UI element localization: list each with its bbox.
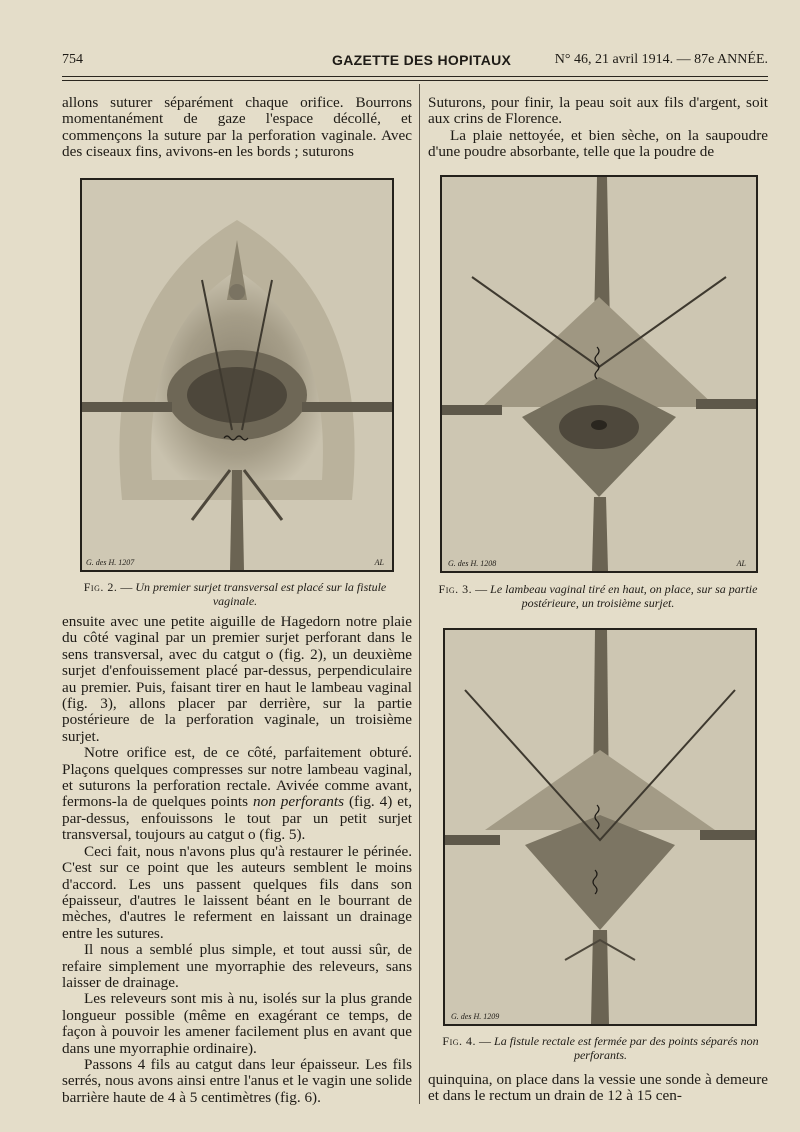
figure-4-illustration (443, 628, 757, 1026)
header-rule (62, 76, 768, 77)
figure-label: Fig. 4. (442, 1034, 477, 1048)
paragraph: Ceci fait, nous n'avons plus qu'à restaurer le périnée. C'est sur ce point que les auteurs semblent le moins d'accord. Les uns passent quelques fils dans son épaisseur, d'autres le laissent béant en le bourrant de mèches, d'autres le referment en laissant un drainage entre les sutures. (62, 842, 412, 942)
left-column-bottom-text (62, 614, 412, 1106)
paragraph (62, 745, 412, 843)
figure-caption-text: Un premier surjet transversal est placé sur la fistule vaginale. (135, 580, 387, 608)
figure-signature: G. des H. 1208 (448, 559, 497, 568)
issue-info: N° 46, 21 avril 1914. — 87e ANNÉE. (554, 52, 768, 67)
paragraph: quinquina, on place dans la vessie une sonde à demeure et dans le rectum un drain de 12 à 15 cen- (428, 1071, 768, 1105)
journal-title: GAZETTE DES HOPITAUX (332, 52, 512, 68)
figure-monogram: AL (374, 558, 384, 567)
figure-monogram: AL (736, 559, 746, 568)
page-header (62, 52, 768, 74)
page-number: 754 (62, 52, 83, 67)
figure-caption-text: La fistule rectale est fermée par des points séparés non perforants. (494, 1034, 759, 1062)
paragraph: allons suturer séparément chaque orifice. Bourrons momentanément de gaze l'espace décollé, et commençons la suture par la perforation vaginale. Avec des ciseaux fins, avivons-en les bords ; suturons (62, 94, 412, 161)
paragraph: La plaie nettoyée, et bien sèche, on la saupoudre d'une poudre absorbante, telle que la poudre de (428, 126, 768, 161)
text-run: Notre orifice est, de ce côté, parfaitement obturé. Plaçons quelques compresses sur notre lambeau vaginal, et suturons la perforation rectale. Avivée comme avant, fermons-la de quelques points (62, 744, 412, 811)
right-column-top-text (428, 95, 768, 161)
right-column-bottom-text (428, 1072, 768, 1105)
emphasis-text: non perforants (253, 793, 345, 811)
surgical-drawing (445, 630, 755, 1024)
paragraph: Il nous a semblé plus simple, et tout aussi sûr, de refaire simplement une myorraphie des releveurs, sans laisser de drainage. (62, 941, 412, 991)
surgical-drawing (82, 180, 392, 570)
figure-4-caption: Fig. 4. — La fistule rectale est fermée par des points séparés non perforants. (442, 1034, 759, 1062)
figure-3-illustration (440, 175, 758, 573)
paragraph: Suturons, pour finir, la peau soit aux fils d'argent, soit aux crins de Florence. (428, 94, 768, 128)
paragraph: Les releveurs sont mis à nu, isolés sur la plus grande longueur possible (même en exagérant ce temps, de façon à pouvoir les amener facilement plus en avant que dans une myorraphie ordinaire). (62, 990, 412, 1057)
left-column-top-text (62, 95, 412, 161)
paragraph: ensuite avec une petite aiguille de Hagedorn notre plaie du côté vaginal par un premier surjet perforant dans le sens transversal, avec du catgut o (fig. 2), un deuxième surjet d'enfouissement placé par-dessus, perpendiculaire au premier. Puis, faisant tirer en haut le lambeau vaginal (fig. 3), allons placer par derrière, sur la partie postérieure de la perforation vaginale, un troisième surjet. (62, 613, 412, 745)
surgical-drawing (442, 177, 756, 571)
header-rule-thin (62, 80, 768, 81)
paragraph: Passons 4 fils au catgut dans leur épaisseur. Les fils serrés, nous avons ainsi entre l'anus et le vagin une solide barrière haute de 4 à 5 centimètres (fig. 6). (62, 1055, 412, 1106)
figure-label: Fig. 3. (438, 582, 473, 596)
figure-signature: G. des H. 1209 (451, 1012, 500, 1021)
figure-caption-text: Le lambeau vaginal tiré en haut, on place, sur sa partie postérieure, un troisième surjet. (490, 582, 758, 610)
figure-signature: G. des H. 1207 (86, 558, 135, 567)
figure-label: Fig. 2. (83, 580, 118, 594)
text-run: (fig. 4) et, par-dessus, enfouissons le tout par un petit surjet transversal, toujours au catgut o (fig. 5). (62, 793, 413, 844)
column-separator (419, 84, 420, 1104)
figure-2-illustration (80, 178, 394, 572)
figure-3-caption: Fig. 3. — Le lambeau vaginal tiré en haut, on place, sur sa partie postérieure, un troisième surjet. (438, 582, 758, 610)
figure-2-caption: Fig. 2. — Un premier surjet transversal est placé sur la fistule vaginale. (83, 580, 387, 608)
